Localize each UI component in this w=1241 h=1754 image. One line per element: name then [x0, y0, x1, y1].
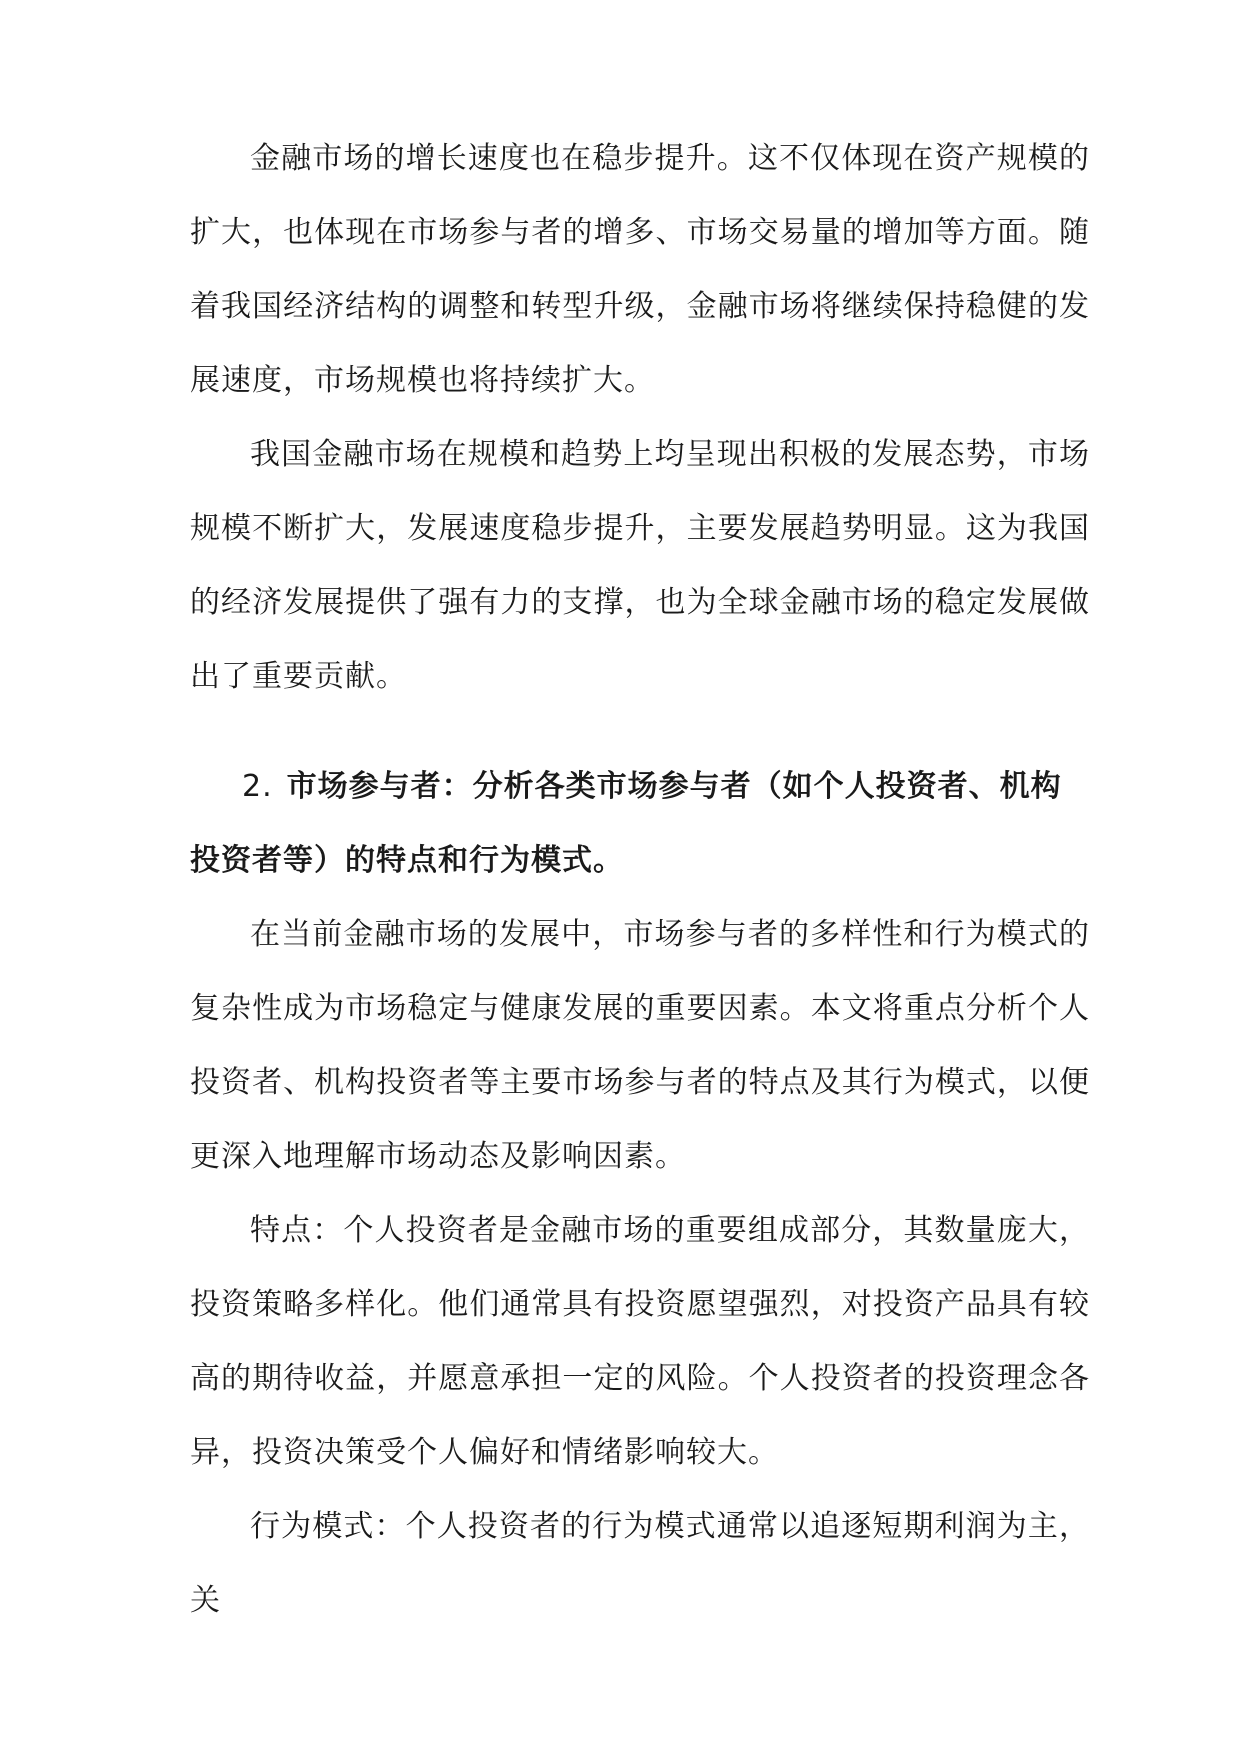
paragraph-market-growth: 金融市场的增长速度也在稳步提升。这不仅体现在资产规模的扩大，也体现在市场参与者的增多、市场交易量的增加等方面。随着我国经济结构的调整和转型升级，金融市场将继续保持稳健的发展速度，市场规模也将持续扩大。: [190, 141, 1090, 398]
section-heading-text: 市场参与者：分析各类市场参与者（如个人投资者、机构投资者等）的特点和行为模式。: [190, 769, 1062, 878]
paragraph-individual-behavior: 行为模式：个人投资者的行为模式通常以追逐短期利润为主，关: [190, 1509, 1090, 1618]
paragraph-individual-characteristics: 特点：个人投资者是金融市场的重要组成部分，其数量庞大，投资策略多样化。他们通常具有投资愿望强烈，对投资产品具有较高的期待收益，并愿意承担一定的风险。个人投资者的投资理念各异，投资决策受个人偏好和情绪影响较大。: [190, 1213, 1090, 1470]
paragraph-participants-intro: 在当前金融市场的发展中，市场参与者的多样性和行为模式的复杂性成为市场稳定与健康发展的重要因素。本文将重点分析个人投资者、机构投资者等主要市场参与者的特点及其行为模式，以便更深入地理解市场动态及影响因素。: [190, 917, 1090, 1174]
section-heading-number: 2.: [242, 769, 273, 804]
paragraph-market-summary: 我国金融市场在规模和趋势上均呈现出积极的发展态势，市场规模不断扩大，发展速度稳步提升，主要发展趋势明显。这为我国的经济发展提供了强有力的支撑，也为全球金融市场的稳定发展做出了重要贡献。: [190, 437, 1090, 694]
section-heading: [190, 750, 1090, 898]
